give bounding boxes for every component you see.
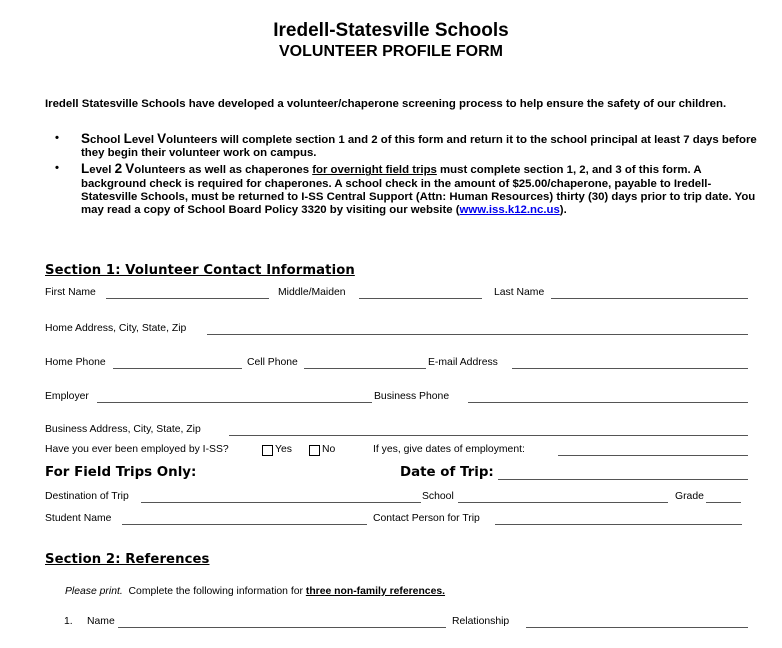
business-phone-label: Business Phone — [374, 391, 450, 402]
non-family-emphasis: three non-family references. — [305, 586, 446, 597]
first-name-label: First Name — [45, 287, 96, 298]
website-link[interactable]: www.iss.k12.nc.us — [459, 204, 560, 217]
reference-1-relationship-input[interactable] — [526, 627, 748, 628]
grade-input[interactable] — [706, 502, 741, 503]
email-input[interactable] — [512, 368, 748, 369]
employed-no-label: No — [322, 444, 336, 455]
middle-maiden-input[interactable] — [359, 298, 482, 299]
home-phone-input[interactable] — [113, 368, 242, 369]
home-address-input[interactable] — [207, 334, 748, 335]
business-phone-input[interactable] — [468, 402, 748, 403]
employer-input[interactable] — [97, 402, 372, 403]
contact-person-input[interactable] — [495, 524, 742, 525]
middle-maiden-label: Middle/Maiden — [278, 287, 346, 298]
instruction-item-school-level: • School Level Volunteers will complete section 1 and 2 of this form and return it to the school principal at least 7 days before they begin their volunteer work on campus. — [55, 131, 757, 160]
destination-input[interactable] — [141, 502, 421, 503]
bullet-icon: • — [55, 162, 59, 175]
employment-dates-label: If yes, give dates of employment: — [373, 444, 525, 455]
student-name-label: Student Name — [45, 513, 112, 524]
business-address-input[interactable] — [229, 435, 748, 436]
reference-1-number: 1. — [64, 616, 73, 627]
employed-no-checkbox[interactable] — [309, 445, 320, 456]
reference-1-name-label: Name — [87, 616, 115, 627]
cell-phone-label: Cell Phone — [247, 357, 298, 368]
employed-question-label: Have you ever been employed by I-SS? — [45, 444, 229, 455]
employed-yes-checkbox[interactable] — [262, 445, 273, 456]
references-instructions: Please print. Complete the following information for three non-family references. — [65, 586, 446, 597]
business-address-label: Business Address, City, State, Zip — [45, 424, 201, 435]
cell-phone-input[interactable] — [304, 368, 426, 369]
last-name-input[interactable] — [551, 298, 748, 299]
reference-1-relationship-label: Relationship — [452, 616, 510, 627]
employed-yes-label: Yes — [275, 444, 292, 455]
school-label: School — [422, 491, 454, 502]
home-phone-label: Home Phone — [45, 357, 106, 368]
home-address-label: Home Address, City, State, Zip — [45, 323, 187, 334]
destination-label: Destination of Trip — [45, 491, 129, 502]
employer-label: Employer — [45, 391, 89, 402]
school-input[interactable] — [458, 502, 668, 503]
last-name-label: Last Name — [494, 287, 545, 298]
field-trips-heading: For Field Trips Only: — [45, 465, 197, 480]
email-label: E-mail Address — [428, 357, 498, 368]
instruction-item-level-2: • Level 2 Volunteers as well as chaperones for overnight field trips must complete section 1, 2, and 3 of this form. A background check is required for chaperones. A school check in the amount of $25.00/chaperone, payable to Iredell-Statesville Schools, must be returned to I-SS Central Support (Attn: Human Resources) thirty (30) days prior to trip date. You may read a copy of School Board Policy 3320 by visiting our website (www.iss.k12.nc.us). — [55, 161, 756, 217]
contact-person-label: Contact Person for Trip — [373, 513, 480, 524]
first-name-input[interactable] — [106, 298, 269, 299]
date-of-trip-label: Date of Trip: — [400, 465, 494, 480]
student-name-input[interactable] — [122, 524, 367, 525]
form-subtitle: VOLUNTEER PROFILE FORM — [279, 43, 503, 60]
bullet-icon: • — [55, 132, 59, 144]
date-of-trip-input[interactable] — [498, 479, 748, 480]
grade-label: Grade — [675, 491, 704, 502]
employment-dates-input[interactable] — [558, 455, 748, 456]
overnight-trips-emphasis: for overnight field trips — [312, 164, 437, 177]
reference-1-name-input[interactable] — [118, 627, 446, 628]
section-1-heading: Section 1: Volunteer Contact Information — [45, 263, 355, 278]
instructions-list — [55, 132, 765, 219]
intro-paragraph: Iredell Statesville Schools have developed a volunteer/chaperone screening process to help ensure the safety of our children. — [45, 98, 727, 110]
form-title: Iredell-Statesville Schools — [273, 20, 509, 41]
section-2-heading: Section 2: References — [45, 552, 210, 567]
